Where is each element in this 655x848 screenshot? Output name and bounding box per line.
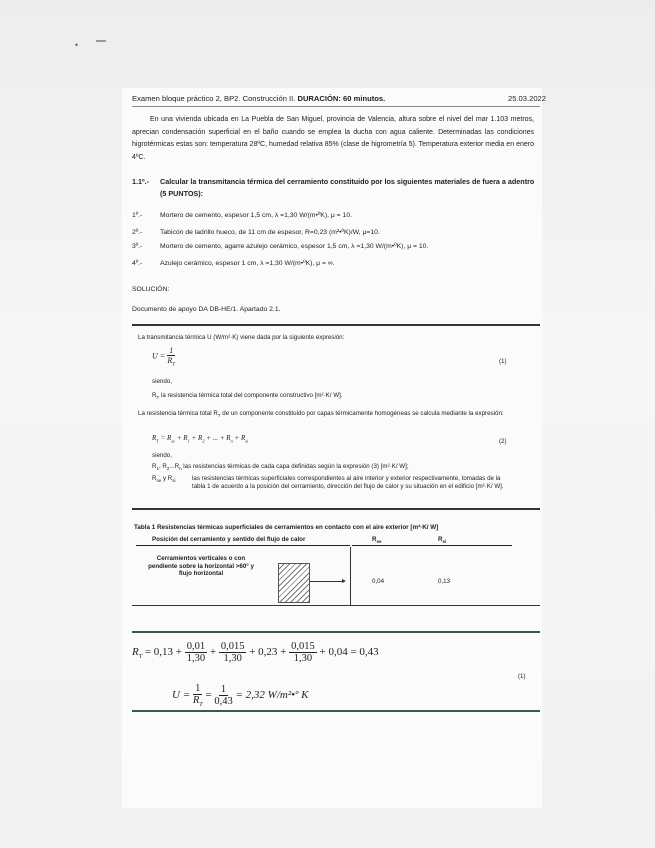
material-number: 4º.- (132, 260, 143, 267)
material-text: Tabicón de ladrillo hueco, de 11 cm de espesor, R=0,23 (m²•ºK)/W, μ=10. (160, 229, 380, 236)
ueq: = (205, 689, 215, 702)
table-col-rsi (438, 536, 446, 544)
table-caption: Tabla 1 Resistencias térmicas superficiales de cerramientos en contacto con el aire exterior [m²·K/ W] (134, 524, 439, 531)
u-frac-2 (214, 684, 232, 707)
f2n: 0,015 (220, 641, 245, 652)
c2s: se (376, 539, 382, 545)
exam-header (132, 94, 385, 103)
ras2: 2 (166, 466, 170, 472)
e2: R (152, 434, 157, 442)
question-text: Calcular la transmitancia térmica del cerramiento constituido por los siguientes materiales de fuera a adentro (5 PUNTOS): (160, 177, 535, 198)
scan-mark (96, 40, 106, 42)
rsl: R (152, 475, 157, 482)
c2: R (372, 536, 377, 543)
e2s: T (156, 438, 159, 444)
rse-rsi-label (152, 475, 176, 483)
f2d: 1,30 (223, 653, 242, 664)
line2-sub: T (217, 413, 221, 419)
table-col-rse (372, 536, 381, 544)
box-top-rule (132, 324, 540, 326)
e2e: + R (232, 434, 246, 442)
calc-top-rule (132, 631, 540, 633)
wall-section-diagram (278, 563, 310, 603)
material-text: Mortero de cemento, espesor 1,5 cm, λ =1,30 W/(m•ºK), μ = 10. (160, 212, 352, 219)
eq1-tag: (1) (499, 358, 507, 365)
e2bs: 1 (187, 438, 190, 444)
u-result: = 2,32 W/m²•º K (235, 689, 309, 702)
resistance-table (132, 533, 540, 603)
calc-bottom-rule (132, 710, 540, 712)
siendo-1: siendo, (152, 378, 172, 385)
frac-3 (289, 641, 317, 664)
calc-tag: (1) (518, 673, 526, 680)
eq-den-sub: T (172, 362, 176, 368)
heat-flow-arrow (310, 581, 344, 582)
e2as: se (171, 438, 176, 444)
material-number: 1º.- (132, 212, 143, 219)
c3: R (438, 536, 443, 543)
table-bottom-rule (132, 605, 540, 606)
table-rsi-value: 0,13 (438, 578, 451, 585)
line2-b: de un componente constituido por capas térmicamente homogéneas se calcula mediante la expresión: (220, 410, 504, 417)
c3s: si (442, 539, 447, 545)
eq-den: R (167, 356, 173, 365)
siendo-2: siendo, (152, 452, 172, 459)
solution-reference: Documento de apoyo DA DB-HE/1. Apartado 2.1. (132, 306, 281, 313)
ra: R (152, 463, 157, 470)
rse-rsi-definition: las resistencias térmicas superficiales correspondientes al aire interior y exterior respectivamente, tomadas de la tabla 1 de acuerdo a la posición del cerramiento, dirección del flujo de calor y su situación en el edificio [m²·K/ W]. (192, 475, 504, 490)
rt-calculation (132, 641, 379, 664)
table-head-rule (136, 545, 350, 546)
rsls: se (156, 478, 162, 484)
eq-lhs: U = (152, 351, 166, 361)
e2b: + R (175, 434, 188, 442)
eq-fraction (167, 346, 175, 368)
e2ds: n (230, 438, 233, 444)
rtls: T (138, 654, 143, 661)
e2d: + ... + R (204, 434, 231, 442)
problem-text: En una vivienda ubicada en La Puebla de San Miguel, provincia de Valencia, altura sobre el nivel del mar 1.103 metros, aprecian condensación superficial en el baño cuando se emplea la ducha con agua caliente. Determinadas las condiciones higrotérmicas estas son: temperatura 28ºC, humedad relativa 85% (clase de higrometría 5). Temperatura exterior media en enero 4ºC. (132, 116, 534, 161)
uf2n: 1 (220, 684, 227, 696)
table-row-label: Cerramientos verticales o con pendiente sobre la horizontal >60° y flujo horizontal (148, 555, 254, 577)
rta: = 0,13 + (142, 646, 185, 659)
frac-2 (219, 641, 247, 664)
rtend: + 0,04 = 0,43 (319, 646, 379, 659)
layer-resistance-definition (152, 463, 409, 471)
f1d: 1,30 (186, 653, 206, 664)
rt-text: la resistencia térmica total del componente constructivo [m²·K/ W]. (159, 392, 343, 399)
material-text: Azulejo cerámico, espesor 1 cm, λ =1,30 W/(m•ºK), μ = ∞. (160, 260, 335, 267)
material-number: 2º.- (132, 229, 143, 236)
rasn: n (179, 466, 182, 472)
exam-page (122, 88, 546, 808)
uf1n: 1 (195, 683, 201, 694)
u-frac-1 (193, 683, 203, 708)
ul: U = (172, 689, 191, 702)
box-bottom-rule (132, 508, 540, 510)
ram2: ...R (169, 463, 180, 470)
ratext: las resistencias térmicas de cada capa definidas según la expresión (3) [m²·K/ W]; (181, 463, 409, 470)
header-title: Examen bloque práctico 2, BP2. Construcción II. (132, 94, 298, 103)
e2c: + R (189, 434, 203, 442)
material-text: Mortero de cemento, agarre azulejo cerámico, espesor 1,5 cm, λ =1,30 W/(m•ºK), μ = 10. (160, 243, 429, 250)
uf1d: R (192, 695, 200, 706)
ram: , R (158, 463, 167, 470)
table-rse-value: 0,04 (372, 578, 385, 585)
f3n: 0,015 (291, 641, 315, 652)
header-rule (132, 106, 540, 107)
rt-definition (152, 392, 343, 400)
uf1ds: T (199, 702, 203, 709)
header-duration: DURACIÓN: 60 minutos. (297, 94, 386, 103)
eq-num: 1 (169, 346, 174, 355)
ras1: 1 (156, 466, 159, 472)
rsls2: si (172, 478, 176, 484)
plus: + (209, 646, 219, 659)
f1n: 0,01 (186, 641, 206, 652)
rslm: y R (161, 475, 173, 482)
total-resistance-intro (138, 410, 532, 420)
table-head-rule-2 (352, 545, 512, 546)
f3d: 1,30 (293, 653, 313, 664)
mid: + 0,23 + (249, 646, 290, 659)
e2cs: 2 (202, 438, 205, 444)
rt-symbol: R (152, 392, 157, 399)
problem-statement (132, 114, 534, 164)
solution-label: SOLUCIÓN: (132, 286, 170, 293)
table-divider (350, 547, 351, 605)
question-number: 1.1º.- (132, 177, 150, 186)
table-col-position: Posición del cerramiento y sentido del flujo de calor (152, 536, 306, 543)
rtl: R (132, 646, 139, 659)
equation-rt (152, 434, 248, 443)
material-number: 3º.- (132, 243, 143, 250)
transmittance-intro: La transmitancia térmica U (W/m²·K) viene dada por la siguiente expresión: (138, 334, 345, 341)
uf2d: 0,43 (214, 696, 233, 708)
rt-sub: T (156, 395, 160, 401)
eq2-tag: (2) (499, 438, 507, 445)
e2a: = R (158, 434, 172, 442)
exam-date: 25.03.2022 (507, 94, 546, 103)
scan-speck: • (75, 40, 79, 50)
frac-1 (185, 641, 207, 664)
u-calculation (172, 683, 308, 708)
line2-a: La resistencia térmica total R (138, 410, 218, 417)
e2es: si (245, 438, 249, 444)
equation-u (152, 346, 175, 368)
